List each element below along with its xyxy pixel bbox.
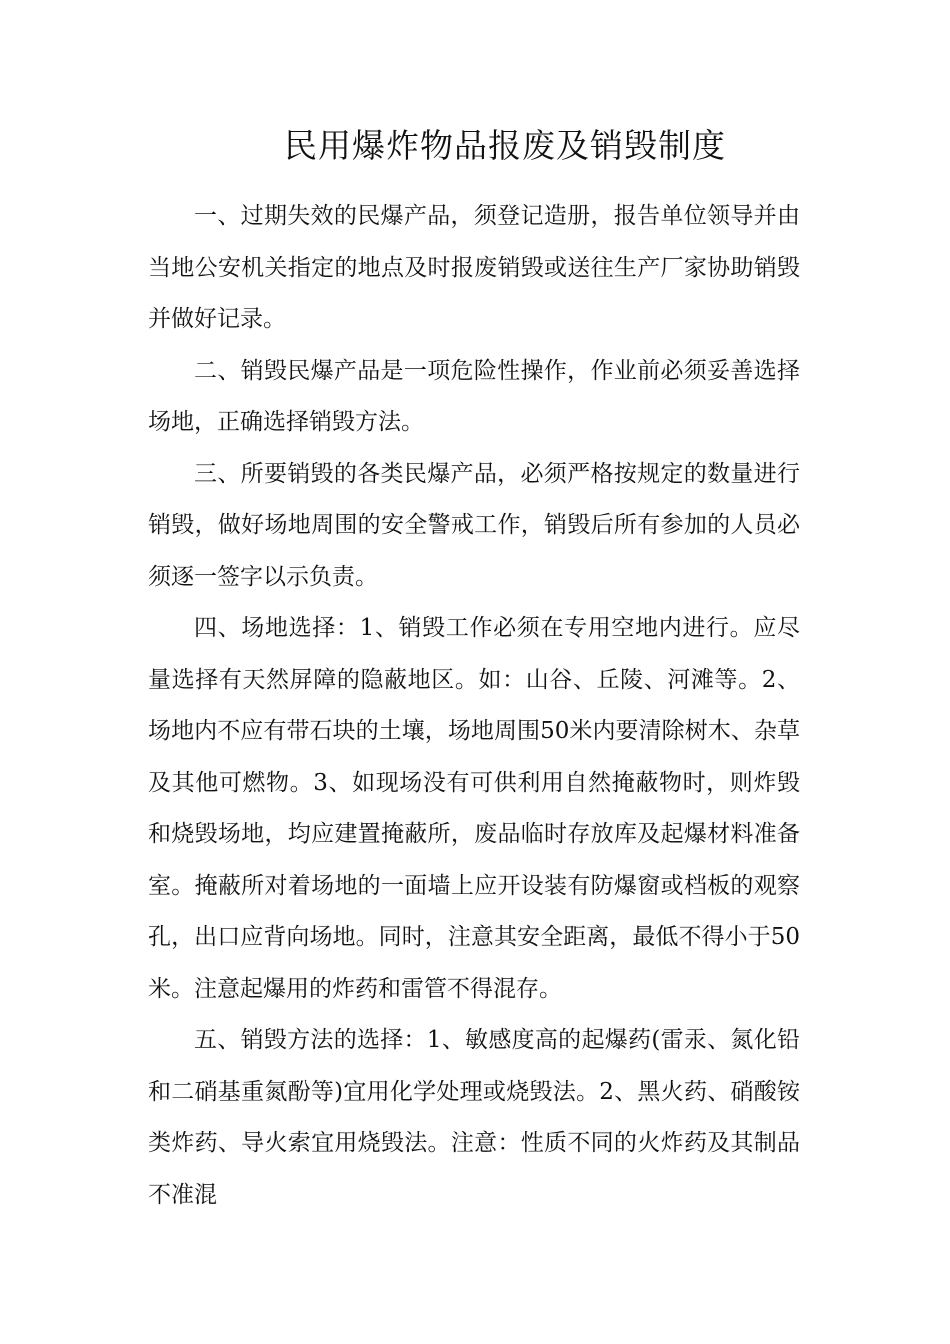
paragraph-1: 一、过期失效的民爆产品，须登记造册，报告单位领导并由当地公安机关指定的地点及时报废销毁或送往生产厂家协助销毁并做好记录。: [148, 203, 800, 332]
paragraph-5: 五、销毁方法的选择：1、敏感度高的起爆药(雷汞、氮化铅和二硝基重氮酚等)宜用化学处理或烧毁法。2、黑火药、硝酸铵类炸药、导火索宜用烧毁法。注意：性质不同的火炸药及其制品不准混: [148, 1027, 800, 1208]
document-title: 民用爆炸物品报废及销毁制度: [284, 126, 726, 165]
document-body: [148, 191, 800, 1221]
paragraph-2: 二、销毁民爆产品是一项危险性操作，作业前必须妥善选择场地，正确选择销毁方法。: [148, 357, 800, 435]
paragraph-4: 四、场地选择：1、销毁工作必须在专用空地内进行。应尽量选择有天然屏障的隐蔽地区。如：山谷、丘陵、河滩等。2、场地内不应有带石块的土壤，场地周围50米内要清除树木、杂草及其他可燃物。3、如现场没有可供利用自然掩蔽物时，则炸毁和烧毁场地，均应建置掩蔽所，废品临时存放库及起爆材料准备室。掩蔽所对着场地的一面墙上应开设装有防爆窗或档板的观察孔，出口应背向场地。同时，注意其安全距离，最低不得小于50米。注意起爆用的炸药和雷管不得混存。: [148, 615, 800, 1002]
paragraph-3: 三、所要销毁的各类民爆产品，必须严格按规定的数量进行销毁，做好场地周围的安全警戒工作，销毁后所有参加的人员必须逐一签字以示负责。: [148, 460, 800, 590]
